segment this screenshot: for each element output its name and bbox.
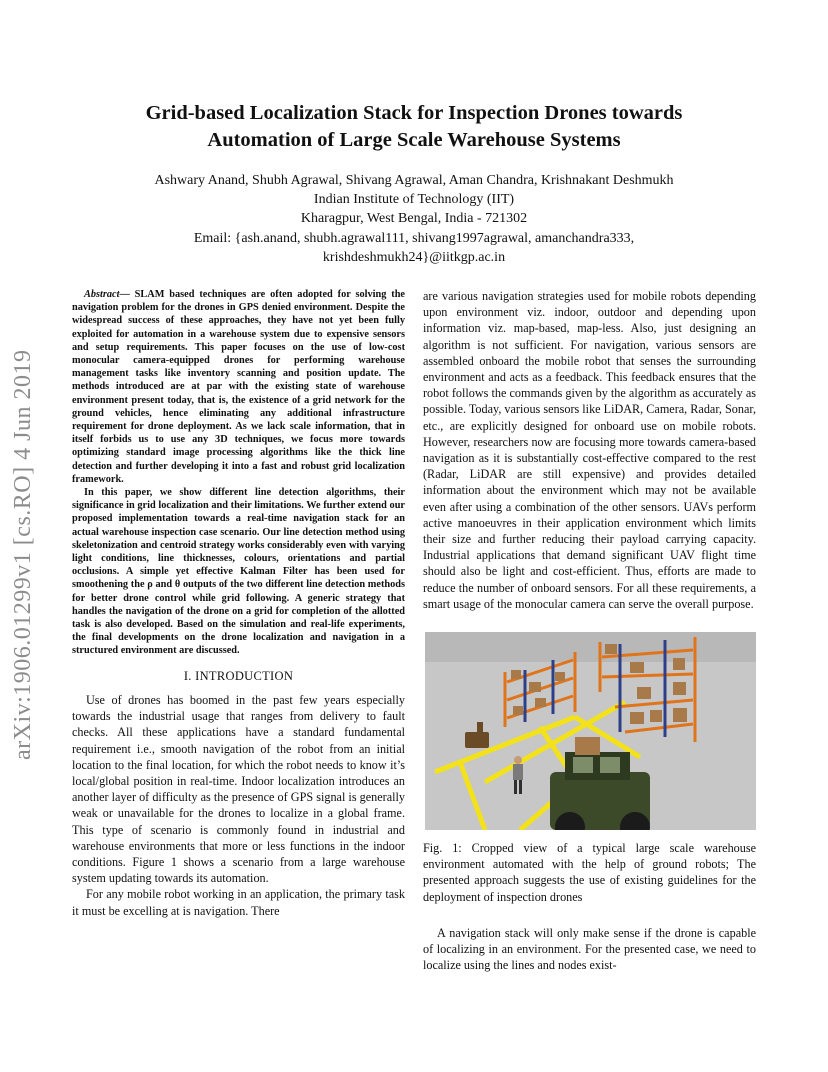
abstract: [72, 288, 405, 658]
title-line-2: Automation of Large Scale Warehouse Systems: [207, 129, 621, 151]
author-names: Ashwary Anand, Shubh Agrawal, Shivang Agrawal, Aman Chandra, Krishnakant Deshmukh: [154, 173, 674, 188]
abstract-paragraph-1: [72, 288, 405, 486]
intro-paragraph-1: Use of drones has boomed in the past few years especially towards the industrial usage that ranges from delivery to fault checks. All these applications have a standard fundamental requirement i.e., smooth navigation of the robot from an initial location to the final location, for which the robot needs to know it’s local/global position in real-time. Indoor localization introduces an another layer of difficulty as the presence of GPS signal is generally weak or unavailable for the drones to localize in a global frame. This type of scenario is commonly found in industrial and warehouse environments that more or less functions in the indoor conditions. Figure 1 shows a scenario from a large warehouse system updating towards its automation.: [72, 692, 405, 886]
abstract-paragraph-2: In this paper, we show different line detection algorithms, their significance in grid localization and their limitations. We further extend our proposed implementation towards a real-time navigation stack for an actual warehouse inspection case scenario. Our line detection method using skeletonization and centroid strategy works considerably even with varying light conditions, line thicknesses, colours, orientations and partial occlusions. A simple yet effective Kalman Filter has been used for smoothening the ρ and θ outputs of the two different line detection methods for better drone control while grid following. A generic strategy that handles the navigation of the drone on a grid for completion of the allotted task is also developed. Based on the simulation and real-life experiments, the final developments on the drone localization and navigation in a structured environment are discussed.: [72, 487, 405, 657]
title-line-1: Grid-based Localization Stack for Inspection Drones towards: [145, 102, 683, 124]
right-column: [423, 288, 756, 973]
section-heading-introduction: I. INTRODUCTION: [183, 668, 294, 683]
warehouse-figure: [425, 632, 756, 830]
warehouse-scene-image: [425, 632, 756, 830]
abstract-text-1: SLAM based techniques are often adopted for solving the navigation problem for the drones in GPS denied environment. Despite the widespread success of these approaches, they have not yet been fully exploited for automation in a warehouse system due to expensive sensors and setup requirements. This paper focuses on the use of low-cost monocular camera-equipped drones for performing warehouse management tasks like inventory scanning and position update. The methods introduced are at par with the existing state of warehouse environment present today, that is, the existence of a grid network for the ground vehicles, hence eliminating any additional infrastructure requirement for drone deployment. As we lack scale information, that in itself forbids us to use any 3D techniques, we focus more towards optimizing standard image processing algorithms like the thick line detection and further developing it into a fast and robust grid localization framework.: [72, 289, 405, 485]
intro-paragraph-2: For any mobile robot working in an application, the primary task it must be excelling at is navigation. There: [72, 887, 405, 918]
paper-title: [70, 100, 758, 154]
author-email-line-2: krishdeshmukh24}@iitkgp.ac.in: [322, 249, 506, 265]
author-affiliation: Indian Institute of Technology (IIT): [313, 192, 515, 208]
arxiv-identifier: arXiv:1906.01299v1 [cs.RO] 4 Jun 2019: [10, 349, 36, 760]
author-location: Kharagpur, West Bengal, India - 721302: [300, 211, 528, 227]
figure-caption: Fig. 1: Cropped view of a typical large scale warehouse environment automated with the help of ground robots; The presented approach suggests the use of existing guidelines for the deployment of inspection drones: [423, 841, 756, 904]
author-block: [70, 171, 758, 267]
left-column: [72, 288, 405, 919]
abstract-label: Abstract: [84, 289, 120, 300]
abstract-dash: —: [119, 289, 135, 300]
right-paragraph-1: are various navigation strategies used for mobile robots depending upon environment viz. indoor, outdoor and depending upon information viz. map-based, map-less. Also, just designing an algorithm is not sufficient. For navigation, various sensors are assembled onboard the mobile robot that senses the surrounding environment and acts as a feedback. This feedback ensures that the robot follows the commands given by the algorithm as accurately as possible. Today, various sensors like LiDAR, Camera, Radar, Sonar, etc., are explicitly designed for onboard use on mobile robots. However, researchers now are focusing more towards camera-based navigation as it is substantially cost-effective compared to the rest (Radar, LiDAR are still expensive) and provides detailed information about the environment which may not be available even after using a combination of the other sensors. UAVs perform active manoeuvres in their application environment which limits their size and further reducing their payload carrying capacity. Industrial applications that demand significant UAV flight time should also be light and cost-efficient. Thus, efforts are made to reduce the number of onboard sensors. For all these requirements, a smart usage of the monocular camera can serve the overall purpose.: [423, 289, 756, 611]
right-paragraph-2: A navigation stack will only make sense if the drone is capable of localizing in an environment. For the presented case, we need to localize using the lines and nodes exist-: [423, 925, 756, 973]
author-email-line-1: Email: {ash.anand, shubh.agrawal111, shivang1997agrawal, amanchandra333,: [193, 230, 635, 246]
